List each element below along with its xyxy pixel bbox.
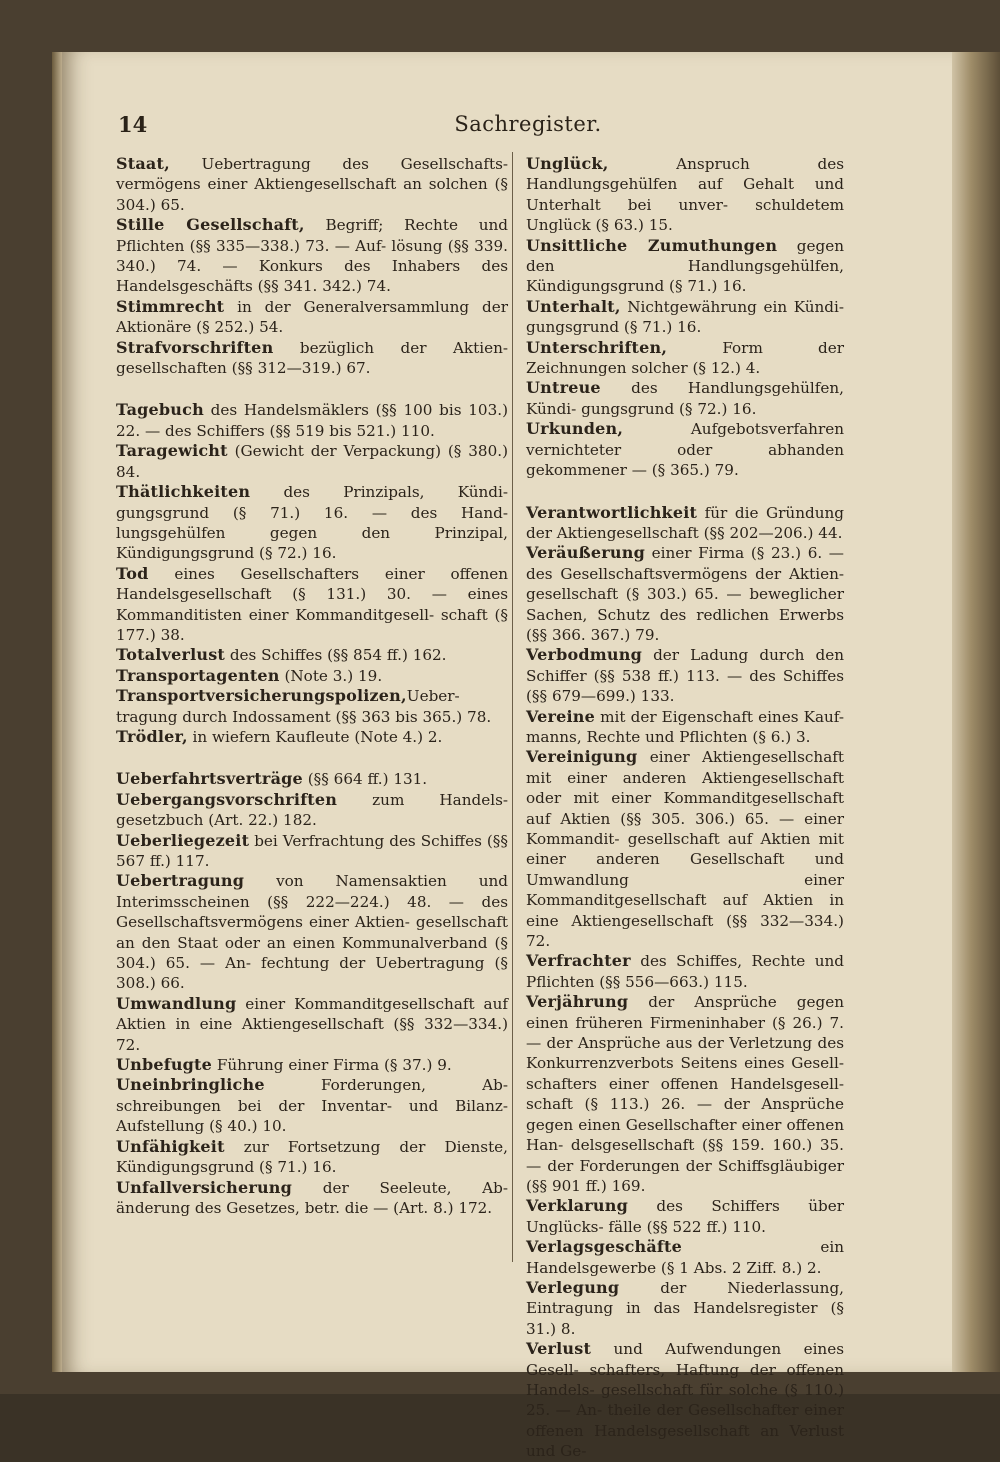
index-reference: (Note 3.) 19. xyxy=(279,666,383,685)
index-entry xyxy=(116,686,508,727)
index-reference: einer Kommanditgesellschaft auf Aktien in eine Aktiengesellschaft (§§ 332—334.) 72. xyxy=(116,994,508,1054)
index-entry xyxy=(526,992,844,1196)
index-reference: ein Handelsgewerbe (§ 1 Abs. 2 Ziff. 8.) 2. xyxy=(526,1238,844,1277)
index-reference: Forderungen, Ab- schreibungen bei der Inventar- und Bilanz-Aufstellung (§ 40.) 10. xyxy=(116,1076,508,1136)
section-gap xyxy=(116,747,508,769)
index-reference: Uebertragung des Gesellschafts- vermögens einer Aktiengesellschaft an solchen (§ 304.) 65. xyxy=(116,155,508,214)
running-title: Sachregister. xyxy=(454,112,602,136)
index-reference: Ueber- tragung durch Indossament (§§ 363 bis 365.) 78. xyxy=(116,687,492,726)
index-entry xyxy=(526,1196,844,1237)
index-term: Vereinigung xyxy=(526,747,638,767)
index-term: Unsittliche Zumuthungen xyxy=(526,235,778,255)
index-term: Transportversicherungspolizen, xyxy=(116,686,407,706)
index-entry xyxy=(526,503,844,544)
index-reference: des Schiffes (§§ 854 ff.) 162. xyxy=(225,646,447,665)
index-term: Thätlichkeiten xyxy=(116,482,251,502)
index-entry xyxy=(526,338,844,379)
index-term: Trödler, xyxy=(116,726,188,746)
index-reference: der Seeleute, Ab- änderung des Gesetzes, betr. die — (Art. 8.) 172. xyxy=(116,1178,508,1217)
index-term: Vereine xyxy=(526,706,596,726)
index-reference: mit der Eigenschaft eines Kauf- manns, Rechte und Pflichten (§ 6.) 3. xyxy=(526,707,844,746)
index-entry xyxy=(526,747,844,951)
index-entry xyxy=(526,297,844,338)
index-term: Verjährung xyxy=(526,992,629,1012)
index-reference: der Niederlassung, Eintragung in das Handelsregister (§ 31.) 8. xyxy=(526,1278,844,1338)
index-entry xyxy=(116,1075,508,1136)
index-term: Verlegung xyxy=(526,1277,620,1297)
index-term: Tod xyxy=(116,563,149,583)
column-divider xyxy=(512,152,513,1262)
index-entry xyxy=(116,727,508,747)
index-entry xyxy=(526,1237,844,1278)
index-term: Unterhalt, xyxy=(526,296,621,316)
index-term: Staat, xyxy=(116,154,170,173)
index-term: Stille Gesellschaft, xyxy=(116,215,305,235)
index-reference: Anspruch des Handlungsgehülfen auf Gehalt und Unterhalt bei unver- schuldetem Unglück (§ 63.) 15. xyxy=(526,155,844,235)
index-term: Verbodmung xyxy=(526,645,642,665)
index-entry xyxy=(116,441,508,482)
index-entry xyxy=(526,154,844,236)
index-entry xyxy=(116,1178,508,1219)
index-reference: in wiefern Kaufleute (Note 4.) 2. xyxy=(187,727,443,746)
index-term: Verlagsgeschäfte xyxy=(526,1237,682,1257)
page-header xyxy=(118,112,938,142)
index-reference: Begriff; Rechte und Pflichten (§§ 335—338.) 73. — Auf- lösung (§§ 339. 340.) 74. — Konkurs des Inhabers des Handelsgeschäfts (§§ 341. 342.) 74. xyxy=(116,216,508,296)
index-reference: Form der Zeichnungen solcher (§ 12.) 4. xyxy=(526,338,844,378)
index-term: Uebergangsvorschriften xyxy=(116,789,338,809)
index-term: Untreue xyxy=(526,378,601,398)
page-number: 14 xyxy=(118,112,148,137)
right-column xyxy=(526,154,844,1462)
index-term: Taragewicht xyxy=(116,441,228,461)
index-entry xyxy=(116,1137,508,1178)
section-gap xyxy=(116,378,508,400)
index-term: Strafvorschriften xyxy=(116,337,274,357)
index-entry xyxy=(526,1278,844,1339)
index-entry xyxy=(116,769,508,789)
index-term: Stimmrecht xyxy=(116,296,225,316)
index-entry xyxy=(526,378,844,419)
index-entry xyxy=(526,951,844,992)
index-term: Verfrachter xyxy=(526,951,631,971)
section-gap xyxy=(526,481,844,503)
index-reference: bezüglich der Aktien- gesellschaften (§§ 312—319.) 67. xyxy=(116,338,508,378)
index-entry xyxy=(116,154,508,215)
index-reference: eines Gesellschafters einer offenen Handelsgesellschaft (§ 131.) 30. — eines Kommanditisten einer Kommanditgesell- schaft (§ 177.) 38. xyxy=(116,564,508,644)
index-entry xyxy=(116,338,508,379)
index-reference: einer Aktiengesellschaft mit einer anderen Aktiengesellschaft oder mit einer Kommanditgesellschaft auf Aktien (§§ 305. 306.) 65. — einer Kommandit- gesellschaft auf Aktien mit einer anderen Gesellschaft und Umwandlung einer Kommanditgesellschaft auf Aktien in eine Aktiengesellschaft (§§ 332—334.) 72. xyxy=(526,748,844,951)
index-term: Ueberfahrtsverträge xyxy=(116,769,303,789)
index-reference: der Ansprüche gegen einen früheren Firmeninhaber (§ 26.) 7. — der Ansprüche aus der Verletzung des Konkurrenzverbots Seitens eines Gesell- schafters einer offenen Handelsgesell- schaft (§ 113.) 26. — der Ansprüche gegen einen Gesellschafter einer offenen Han- delsgesellschaft (§§ 159. 160.) 35. — der Forderungen der Schiffsgläubiger (§§ 901 ff.) 169. xyxy=(526,993,844,1195)
index-entry xyxy=(116,482,508,564)
index-reference: einer Firma (§ 23.) 6. — des Gesellschaftsvermögens der Aktien- gesellschaft (§ 303.) 65. — beweglicher Sachen, Schutz des redlichen Erwerbs (§§ 366. 367.) 79. xyxy=(526,544,844,644)
index-entry xyxy=(526,543,844,645)
index-term: Unfähigkeit xyxy=(116,1136,225,1156)
index-term: Urkunden, xyxy=(526,419,624,439)
index-term: Unglück, xyxy=(526,154,609,173)
index-entry xyxy=(116,564,508,646)
index-term: Umwandlung xyxy=(116,993,237,1013)
index-entry xyxy=(116,1055,508,1075)
index-reference: zur Fortsetzung der Dienste, Kündigungsgrund (§ 71.) 16. xyxy=(116,1137,508,1177)
index-reference: Aufgebotsverfahren vernichteter oder abhanden gekommener — (§ 365.) 79. xyxy=(526,420,844,480)
index-reference: des Schiffers über Unglücks- fälle (§§ 522 ff.) 110. xyxy=(526,1197,844,1236)
index-entry xyxy=(116,645,508,665)
index-reference: für die Gründung der Aktiengesellschaft (§§ 202—206.) 44. xyxy=(526,503,844,542)
index-entry xyxy=(116,994,508,1055)
index-term: Verklarung xyxy=(526,1196,628,1216)
index-term: Uneinbringliche xyxy=(116,1075,265,1095)
index-term: Totalverlust xyxy=(116,645,225,665)
index-reference: zum Handels- gesetzbuch (Art. 22.) 182. xyxy=(116,790,508,830)
index-entry xyxy=(116,297,508,338)
index-term: Verantwortlichkeit xyxy=(526,502,698,522)
index-entry xyxy=(526,419,844,480)
index-reference: des Handelsmäklers (§§ 100 bis 103.) 22. — des Schiffers (§§ 519 bis 521.) 110. xyxy=(116,401,508,440)
index-term: Veräußerung xyxy=(526,543,645,563)
index-reference: gegen den Handlungsgehülfen, Kündigungsgrund (§ 71.) 16. xyxy=(526,236,844,296)
index-term: Unbefugte xyxy=(116,1055,213,1075)
index-entry xyxy=(116,666,508,686)
index-term: Verlust xyxy=(526,1339,592,1359)
index-term: Ueberliegezeit xyxy=(116,830,250,850)
index-reference: des Schiffes, Rechte und Pflichten (§§ 556—663.) 115. xyxy=(526,952,844,991)
index-reference: Führung einer Firma (§ 37.) 9. xyxy=(212,1056,452,1075)
index-reference: (§§ 664 ff.) 131. xyxy=(302,770,428,789)
index-term: Tagebuch xyxy=(116,400,204,420)
index-reference: in der Generalversammlung der Aktionäre (§ 252.) 54. xyxy=(116,297,508,337)
index-reference: von Namensaktien und Interimsscheinen (§§ 222—224.) 48. — des Gesellschaftsvermögens einer Aktien- gesellschaft an den Staat oder an einen Kommunalverband (§ 304.) 65. — An- fechtung der Uebertragung (§ 308.) 66. xyxy=(116,872,508,993)
index-term: Uebertragung xyxy=(116,871,245,891)
page-edge xyxy=(952,52,1000,1372)
index-reference: Nichtgewährung ein Kündi- gungsgrund (§ 71.) 16. xyxy=(526,297,844,337)
index-term: Unterschriften, xyxy=(526,337,668,357)
index-entry xyxy=(526,236,844,297)
index-entry xyxy=(526,1339,844,1461)
index-entry xyxy=(116,215,508,297)
index-reference: und Aufwendungen eines Gesell- schafters, Haftung der offenen Handels- gesellschaft für solche (§ 110.) 25. — An- theile der Gesellschafter einer offenen Handelsgesellschaft an Verlust und Ge- xyxy=(526,1340,844,1461)
index-reference: bei Verfrachtung des Schiffes (§§ 567 ff.) 117. xyxy=(116,831,508,870)
index-term: Transportagenten xyxy=(116,665,280,685)
index-reference: (Gewicht der Verpackung) (§ 380.) 84. xyxy=(116,442,508,481)
left-column xyxy=(116,154,508,1218)
index-entry xyxy=(116,400,508,441)
index-reference: der Ladung durch den Schiffer (§§ 538 ff.) 113. — des Schiffes (§§ 679—699.) 133. xyxy=(526,646,844,706)
index-entry xyxy=(116,871,508,993)
index-entry xyxy=(526,707,844,748)
index-entry xyxy=(116,790,508,831)
index-entry xyxy=(526,645,844,706)
index-entry xyxy=(116,831,508,872)
index-term: Unfallversicherung xyxy=(116,1177,293,1197)
index-reference: des Prinzipals, Kündi- gungsgrund (§ 71.) 16. — des Hand- lungsgehülfen gegen den Prinzipal, Kündigungsgrund (§ 72.) 16. xyxy=(116,483,508,563)
index-reference: des Handlungsgehülfen, Kündi- gungsgrund (§ 72.) 16. xyxy=(526,379,844,418)
